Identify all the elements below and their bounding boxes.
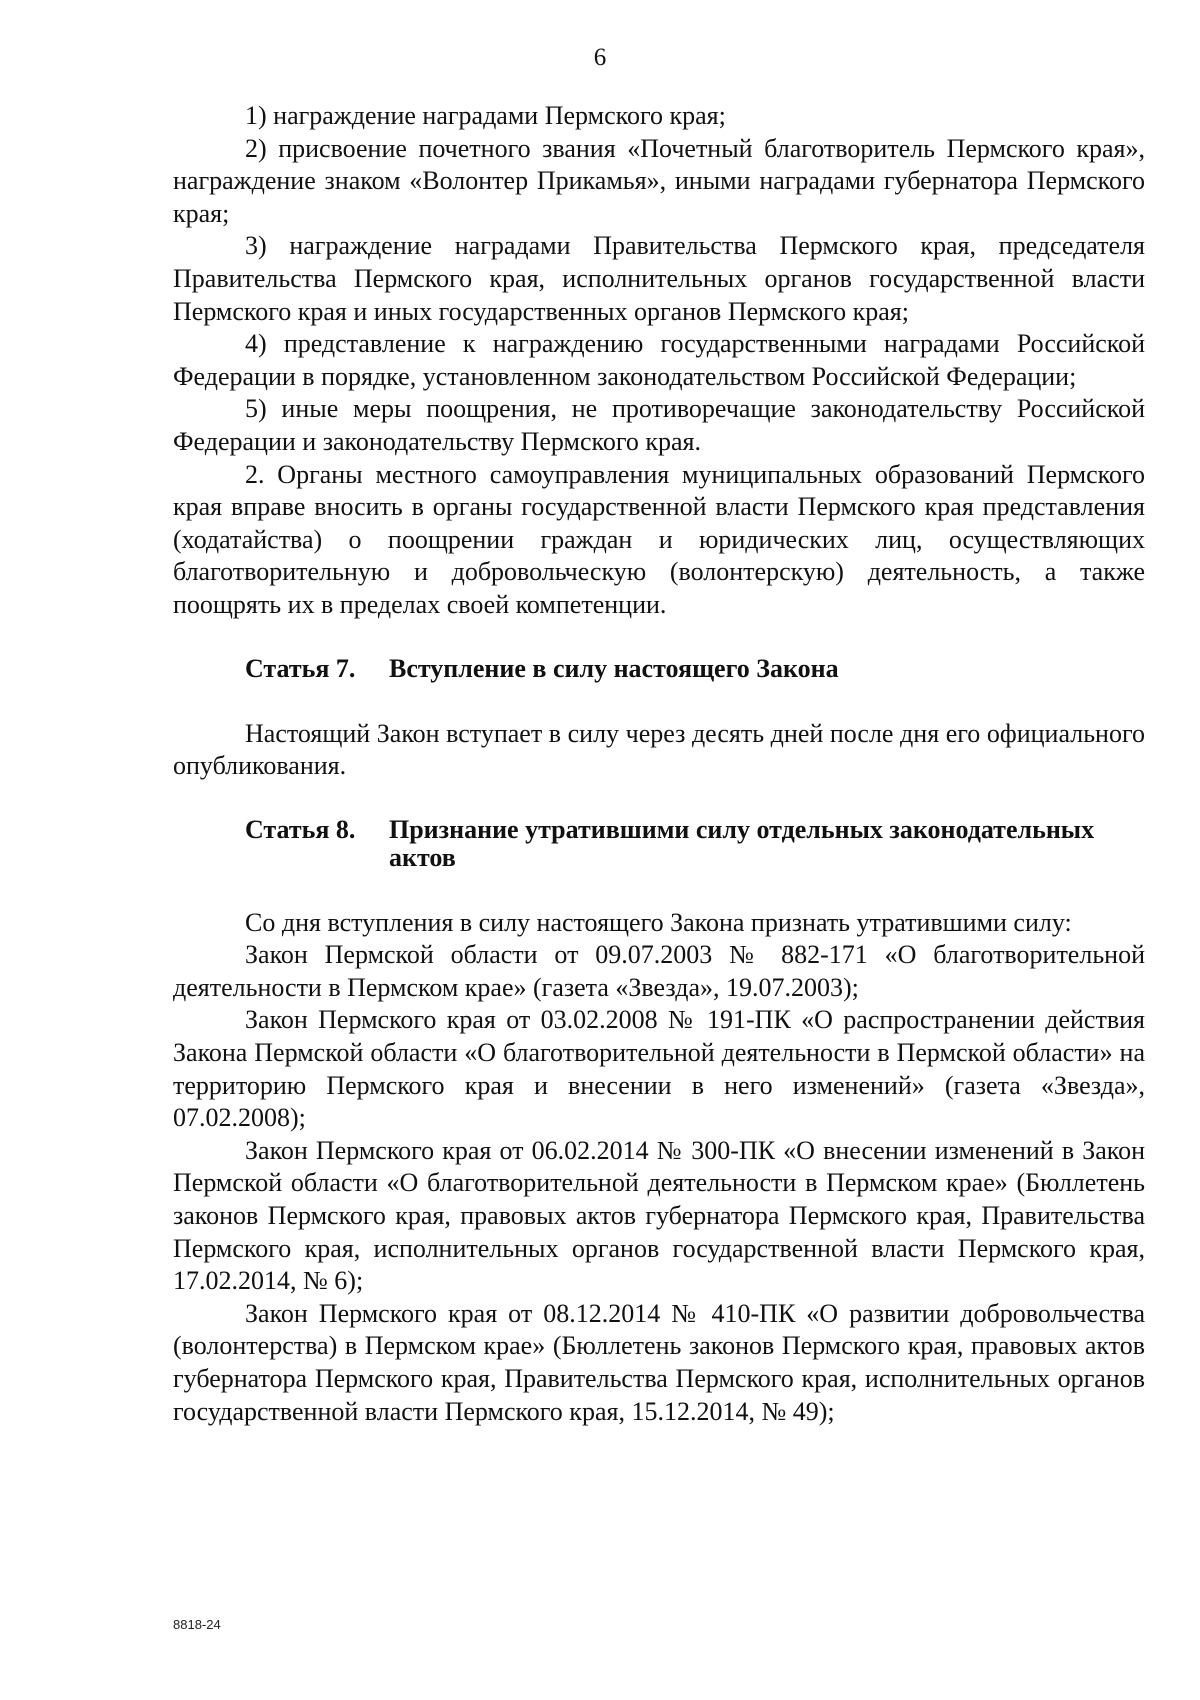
article-8-intro: Со дня вступления в силу настоящего Закона признать утратившими силу: [245, 907, 1072, 937]
clause-2-paragraph: 2. Органы местного самоуправления муниципальных образований Пермского края вправе вносить в органы государственной власти Пермского края представления (ходатайства) о поощрении граждан и юридических лиц, осуществляющих благотворительную и добровольческую (волонтерскую) деятельность, а также поощрять их в пределах своей компетенции. [173, 459, 1145, 619]
document-body [173, 100, 1145, 1428]
page-number: 6 [593, 44, 607, 71]
article-8-heading [173, 816, 1145, 872]
repealed-act-4: Закон Пермского края от 08.12.2014 № 410-ПК «О развитии добровольчества (волонтерства) в Пермском крае» (Бюллетень законов Пермского края, правовых актов губернатора Пермского края, Правительства Пермского края, исполнительных органов государственной власти Пермского края, 15.12.2014, № 49); [173, 1298, 1145, 1426]
article-7-title: Вступление в силу настоящего Закона [389, 653, 839, 683]
list-item-3: 3) награждение наградами Правительства Пермского края, председателя Правительства Пермского края, исполнительных органов государственной власти Пермского края и иных государственных органов Пермского края; [173, 231, 1145, 326]
list-item-1: 1) награждение наградами Пермского края; [245, 101, 726, 130]
list-item-5: 5) иные меры поощрения, не противоречащие законодательству Российской Федерации и законодательству Пермского края. [173, 394, 1145, 456]
list-item-4: 4) представление к награждению государственными наградами Российской Федерации в порядке, установленном законодательством Российской Федерации; [173, 329, 1145, 391]
document-code: 8818-24 [173, 1617, 221, 1632]
article-7-number: Статья 7. [245, 653, 356, 683]
article-8-number: Статья 8. [245, 814, 356, 844]
repealed-act-3: Закон Пермского края от 06.02.2014 № 300-ПК «О внесении изменений в Закон Пермской области «О благотворительной деятельности в Пермском крае» (Бюллетень законов Пермского края, правовых актов губернатора Пермского края, Правительства Пермского края, исполнительных органов государственной власти Пермского края, 17.02.2014, № 6); [173, 1135, 1145, 1296]
repealed-act-2: Закон Пермского края от 03.02.2008 № 191-ПК «О распространении действия Закона Пермской области «О благотворительной деятельности в Пермской области» на территорию Пермского края и внесении в него изменений» (газета «Звезда», 07.02.2008); [173, 1005, 1145, 1133]
list-item-2: 2) присвоение почетного звания «Почетный благотворитель Пермского края», награждение знаком «Волонтер Прикамья», иными наградами губернатора Пермского края; [173, 133, 1145, 228]
article-7-text: Настоящий Закон вступает в силу через десять дней после дня его официального опубликования. [173, 718, 1145, 781]
article-8-title: Признание утратившими силу отдельных законодательных актов [389, 814, 1095, 872]
article-7-heading [173, 655, 1145, 683]
repealed-act-1: Закон Пермской области от 09.07.2003 № 882-171 «О благотворительной деятельности в Пермском крае» (газета «Звезда», 19.07.2003); [173, 940, 1145, 1002]
